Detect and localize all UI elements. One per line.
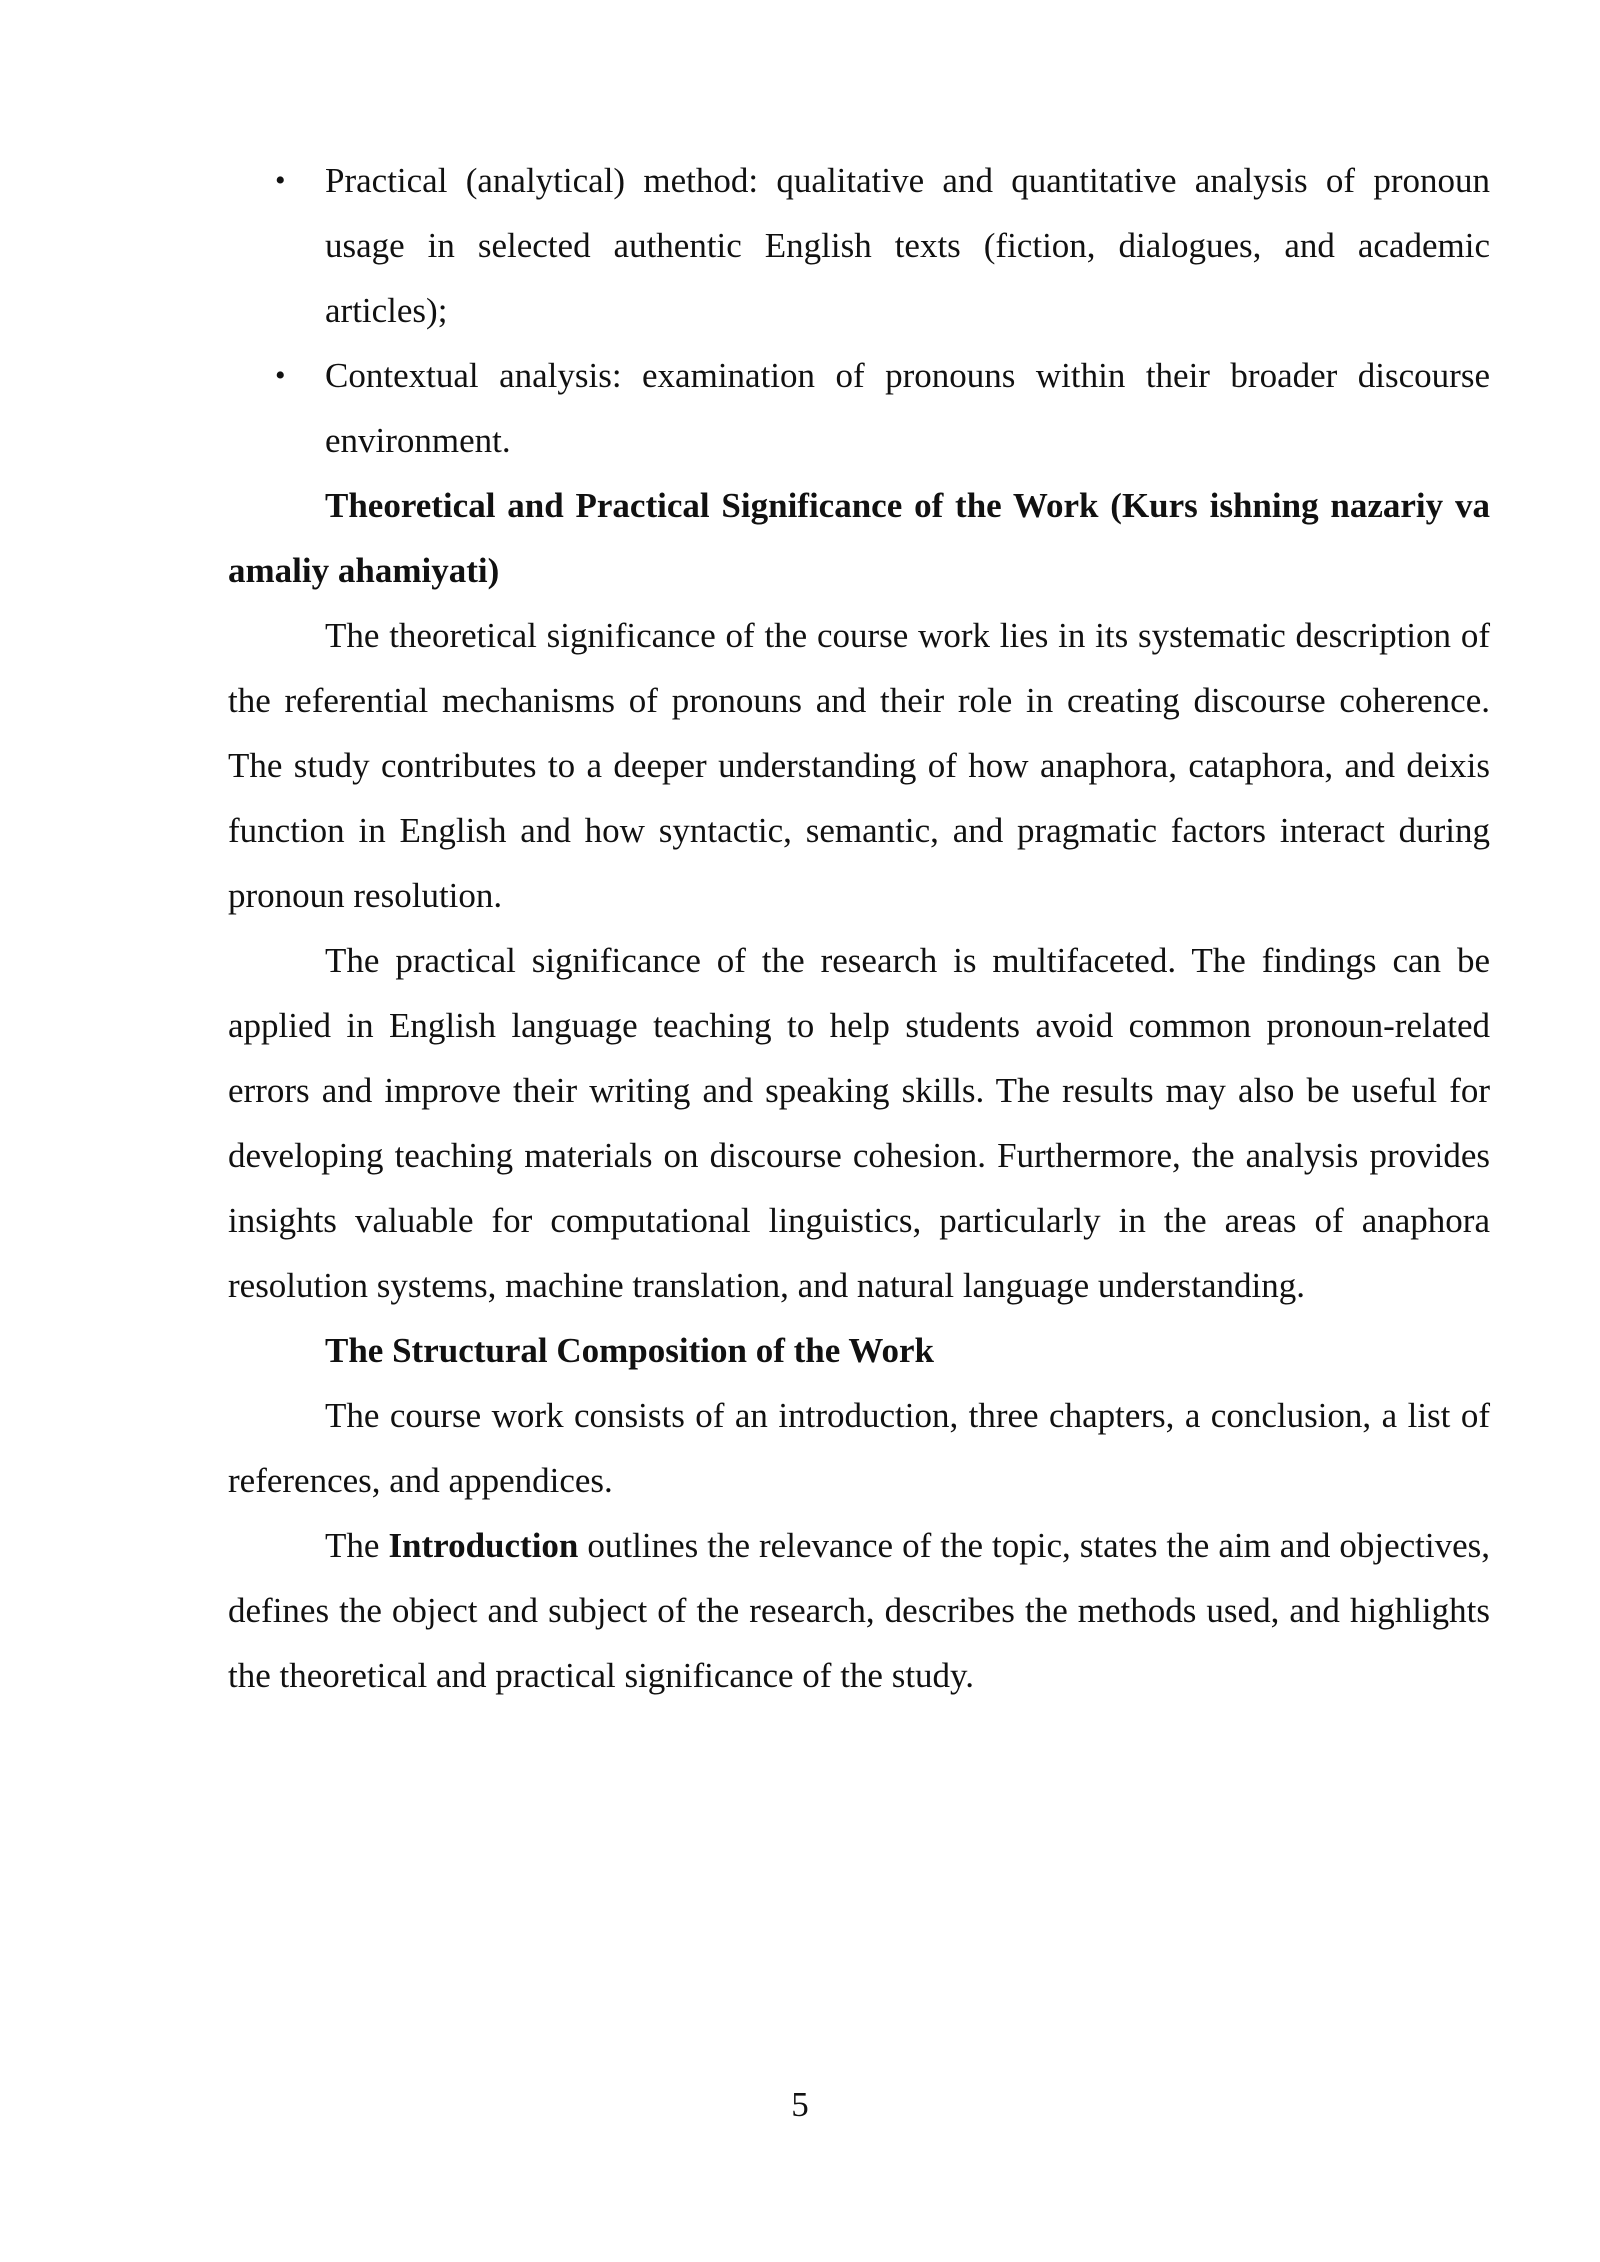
structure-paragraph: The course work consists of an introduction, three chapters, a conclusion, a list of references, and appendices. <box>228 1396 1490 1500</box>
introduction-prefix: The <box>325 1526 389 1565</box>
document-page <box>228 148 1490 1708</box>
page-number: 5 <box>791 2085 809 2124</box>
list-item-text: Contextual analysis: examination of pronouns within their broader discourse environment. <box>325 356 1490 460</box>
list-item-text: Practical (analytical) method: qualitative and quantitative analysis of pronoun usage in selected authentic English texts (fiction, dialogues, and academic articles); <box>325 161 1490 330</box>
bullet-icon: • <box>275 164 286 197</box>
list-item <box>228 148 1490 343</box>
list-item <box>228 343 1490 473</box>
introduction-description: outlines the relevance of the topic, states the aim and objectives, defines the object and subject of the research, describes the methods used, and highlights the theoretical and practical significance of the study. <box>228 1526 1491 1695</box>
practical-significance-paragraph: The practical significance of the research is multifaceted. The findings can be applied in English language teaching to help students avoid common pronoun-related errors and improve their writing and speaking skills. The results may also be useful for developing teaching materials on discourse cohesion. Furthermore, the analysis provides insights valuable for computational linguistics, particularly in the areas of anaphora resolution systems, machine translation, and natural language understanding. <box>228 941 1490 1305</box>
methods-list <box>228 148 1490 473</box>
introduction-term: Introduction <box>388 1526 579 1565</box>
theoretical-significance-paragraph: The theoretical significance of the course work lies in its systematic description of the referential mechanisms of pronouns and their role in creating discourse coherence. The study contributes to a deeper understanding of how anaphora, cataphora, and deixis function in English and how syntactic, semantic, and pragmatic factors interact during pronoun resolution. <box>228 616 1490 915</box>
structure-heading: The Structural Composition of the Work <box>325 1331 934 1370</box>
significance-heading: Theoretical and Practical Significance of the Work (Kurs ishning nazariy va amaliy ahamiyati) <box>228 486 1490 590</box>
bullet-icon: • <box>275 359 286 392</box>
introduction-paragraph <box>228 1513 1490 1708</box>
